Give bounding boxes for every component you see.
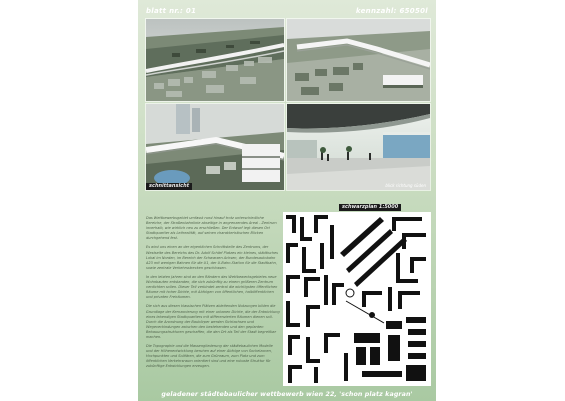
street-render-caption: blick richtung süden (385, 183, 426, 188)
competition-sheet (138, 0, 436, 401)
aerial-render-2 (286, 18, 431, 102)
competition-title: geladener städtebaulicher wettbewerb wien 22, 'schon platz kagran' (161, 391, 413, 398)
street-render (286, 103, 431, 191)
project-description (146, 216, 280, 386)
aerial-render-1-graphic (146, 19, 284, 101)
sheet-number: blatt nr.: 01 (146, 7, 197, 15)
figure-ground-map-graphic (284, 213, 430, 385)
bridge-render (145, 103, 285, 191)
paragraph: Es wird uns einen an der eigentlichen Schnittstelle des Zentrums, der Westseite des Bereichs des Dr. Adolf Schärf Platzes ein kleines, städtisches Lokal im Norden, im Bereich der Schwarzen Achsen, der Bundesautobahn A23 mit wenigen Bahnen für die U1, der U-Bahn-Station für die Stadtbahn, sowie zentrale Verkehrsstrecken geschlossen. (146, 245, 279, 270)
street-render-graphic (287, 104, 430, 190)
map-tag: schwarzplan 1:5000 (339, 204, 401, 211)
section-tag: schnittansicht (146, 183, 192, 190)
figure-ground-map (283, 212, 431, 386)
paragraph: Die Topographie und die Massengliederung der städtebaulichen Modelle und der Höhenentwicklung beruhen auf einer Abfolge von Sockelzonen, Hochpunkten und Solitären, die zum Grünraum, zum Platz und zum öffentlichen Verkehrsraum orientiert sind und eine robuste Struktur für zukünftige Entwicklungen erzeugen. (146, 344, 273, 369)
paragraph: In den letzten Jahren sind an den Rändern des Wettbewerbsgebietes neue Wohnbauten entstanden, die sich zukünftig zu einem größeren Zentrum verdichten sollen. Dieser Teil verbindet zentral die wichtigsten öffentlichen Räume mit hoher Dichte, mit Abfolgen von öffentlichen, halböffentlichen und privaten Freiräumen. (146, 274, 278, 300)
bridge-render-graphic (146, 104, 284, 190)
paragraph: Die sich aus diesen klassischen Plätzen ableitenden Nutzungen bilden die Grundlage der Kernzonierung mit einer urbanen Dichte, die der Entwicklung eines lebendigen Stadtquartiers mit differenzierten Räumen dienen soll. Durch die Anordnung der Baukörper werden Sichtachsen und Wegeverbindungen zwischen den bestehenden und den geplanten Bebauungsstrukturen geschaffen, die den Ort als Teil der Stadt begreifbar machen. (146, 304, 280, 339)
code-number: kennzahl: 65050l (355, 7, 428, 15)
aerial-render-1 (145, 18, 285, 102)
paragraph: Das Wettbewerbsgebiet umfasst rund hinauf trotz unterschiedliche Bereiche, der Straßenbahnlinie abseitige in angrenzendes Areal - Zentrum innerhalb, wie wirklich neu zu erschließen. Der Entwurf legt diesen Ort Stadtquartier als Leitrealität, auf seinen charakteristischen Blicken durchgehend fest. (146, 216, 277, 241)
aerial-render-2-graphic (287, 19, 430, 101)
